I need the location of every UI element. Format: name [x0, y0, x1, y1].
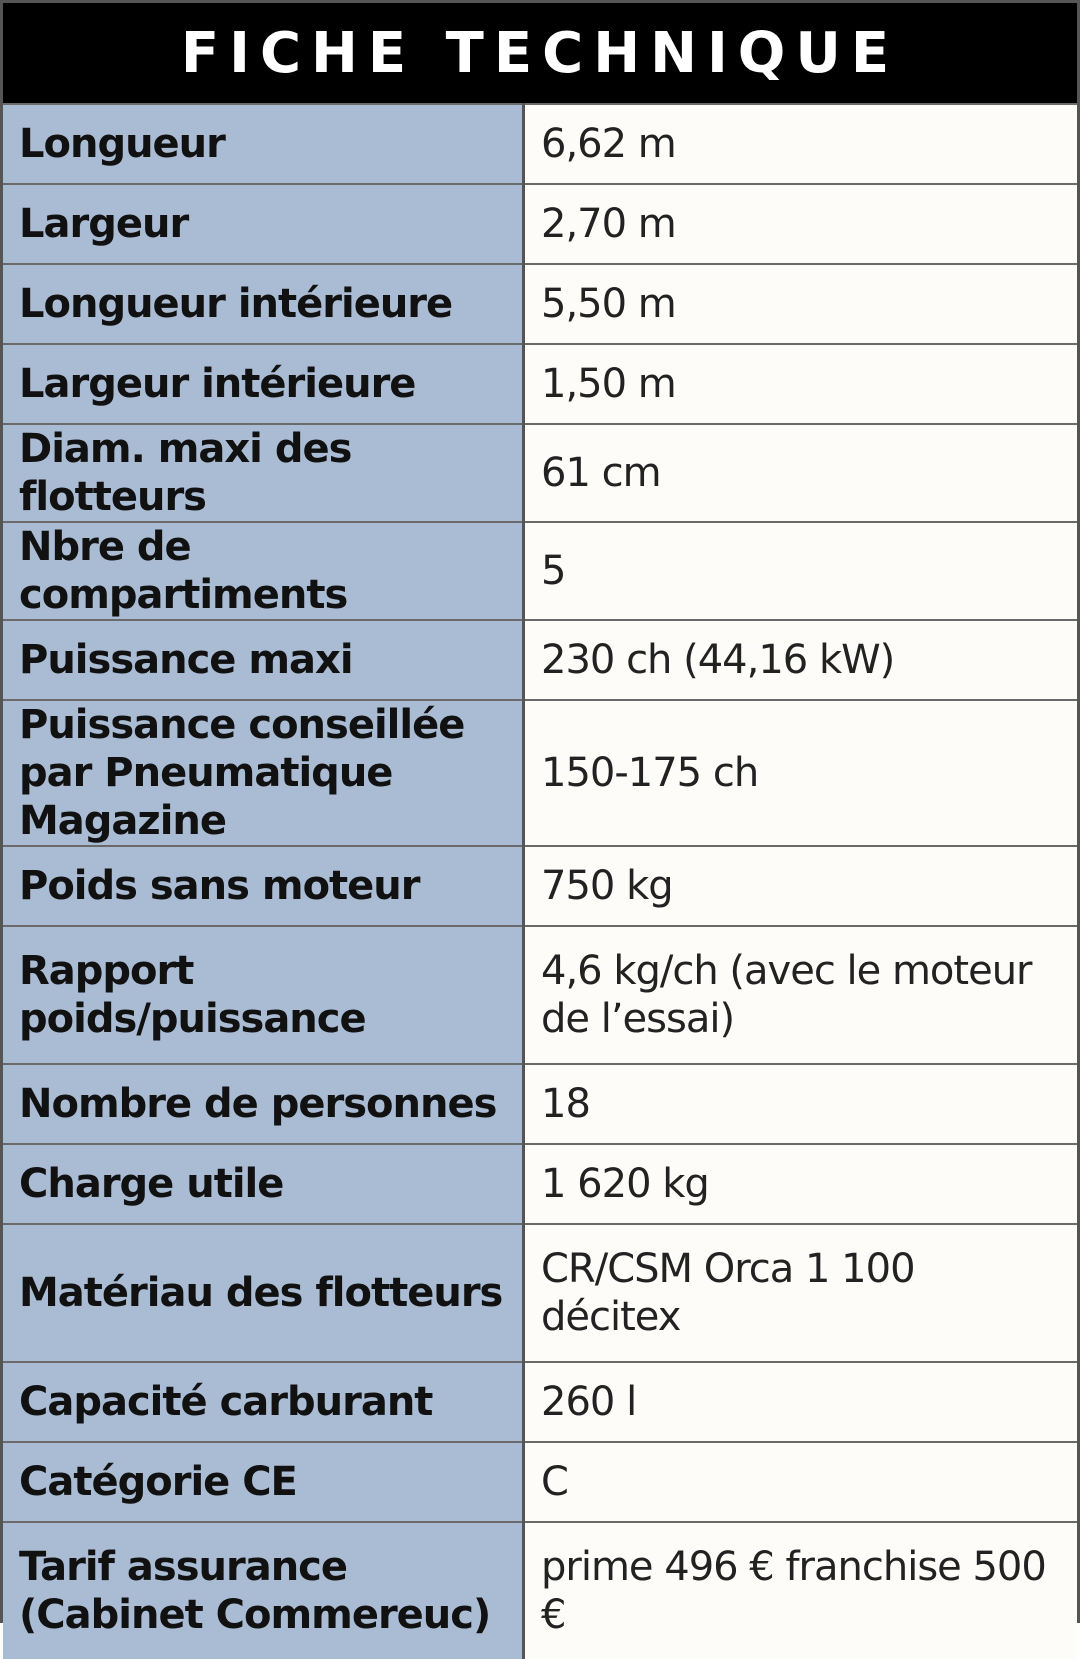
spec-table: [3, 103, 1077, 1659]
spec-value: 18: [524, 1064, 1078, 1144]
spec-label: Matériau des flotteurs: [3, 1224, 524, 1362]
table-row: [3, 620, 1077, 700]
spec-label: Puissance maxi: [3, 620, 524, 700]
spec-value: 150-175 ch: [524, 700, 1078, 846]
spec-label: Catégorie CE: [3, 1442, 524, 1522]
spec-value: 260 l: [524, 1362, 1078, 1442]
spec-value: 1,50 m: [524, 344, 1078, 424]
spec-value: 1 620 kg: [524, 1144, 1078, 1224]
table-row: [3, 104, 1077, 184]
spec-value: 6,62 m: [524, 104, 1078, 184]
table-row: [3, 264, 1077, 344]
spec-value: 5,50 m: [524, 264, 1078, 344]
table-row: [3, 1362, 1077, 1442]
table-row: [3, 1442, 1077, 1522]
table-row: [3, 700, 1077, 846]
spec-value: C: [524, 1442, 1078, 1522]
table-row: [3, 1064, 1077, 1144]
table-row: [3, 344, 1077, 424]
spec-value: 4,6 kg/ch (avec le moteur de l’essai): [524, 926, 1078, 1064]
table-row: [3, 1144, 1077, 1224]
spec-label: Largeur intérieure: [3, 344, 524, 424]
spec-label: Tarif assurance (Cabinet Commereuc): [3, 1522, 524, 1659]
spec-label: Longueur: [3, 104, 524, 184]
spec-value: 5: [524, 522, 1078, 620]
table-row: [3, 424, 1077, 522]
spec-value: 230 ch (44,16 kW): [524, 620, 1078, 700]
spec-label: Poids sans moteur: [3, 846, 524, 926]
table-row: [3, 184, 1077, 264]
spec-value: 61 cm: [524, 424, 1078, 522]
spec-label: Nbre de compartiments: [3, 522, 524, 620]
table-row: [3, 1224, 1077, 1362]
spec-value: prime 496 € franchise 500 €: [524, 1522, 1078, 1659]
spec-label: Longueur intérieure: [3, 264, 524, 344]
spec-label: Charge utile: [3, 1144, 524, 1224]
spec-label: Largeur: [3, 184, 524, 264]
spec-label: Capacité carburant: [3, 1362, 524, 1442]
spec-value: 750 kg: [524, 846, 1078, 926]
spec-value: 2,70 m: [524, 184, 1078, 264]
table-row: [3, 926, 1077, 1064]
table-row: [3, 846, 1077, 926]
spec-label: Rapport poids/puissance: [3, 926, 524, 1064]
table-row: [3, 522, 1077, 620]
spec-value: CR/CSM Orca 1 100 décitex: [524, 1224, 1078, 1362]
spec-label: Diam. maxi des flotteurs: [3, 424, 524, 522]
spec-label: Nombre de personnes: [3, 1064, 524, 1144]
sheet-title: FICHE TECHNIQUE: [3, 3, 1077, 103]
spec-label: Puissance conseillée par Pneumatique Magazine: [3, 700, 524, 846]
table-row: [3, 1522, 1077, 1659]
